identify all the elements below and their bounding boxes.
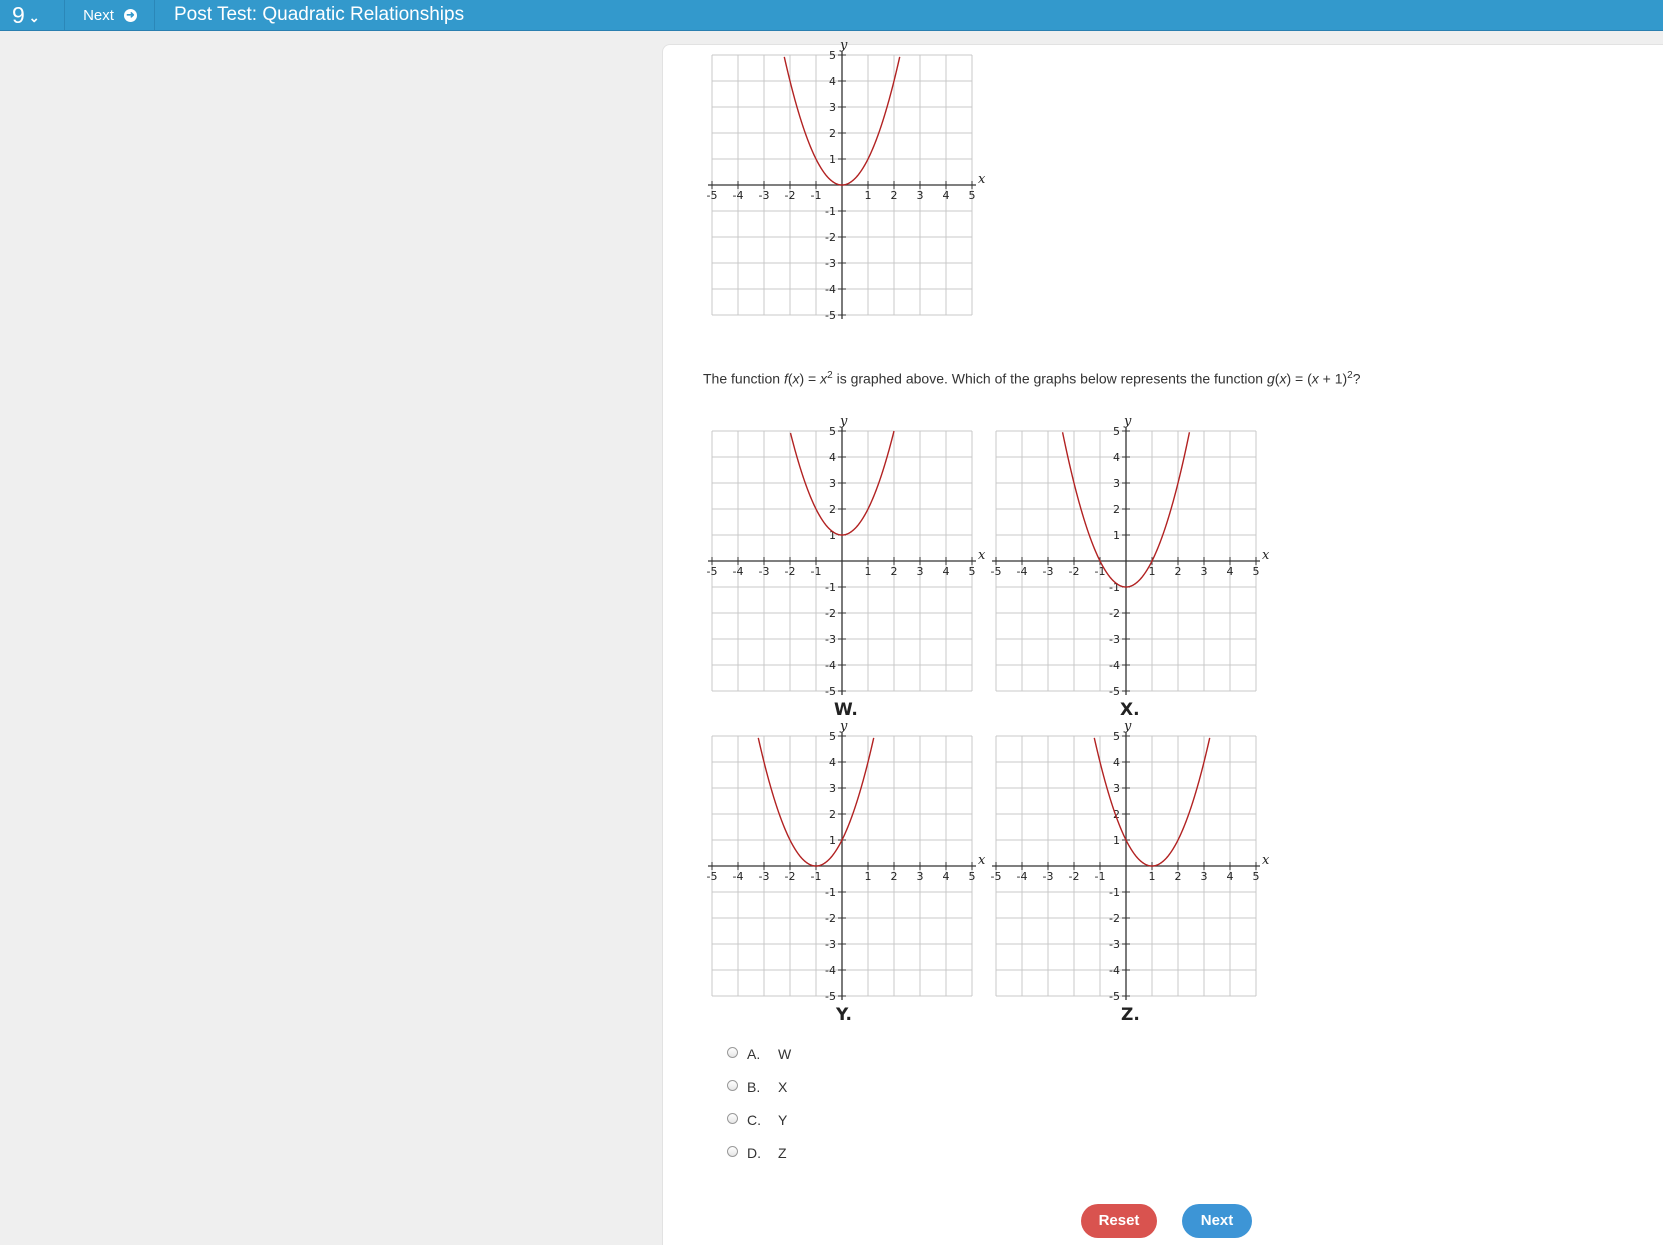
q-grhs: = ( bbox=[1291, 370, 1312, 387]
option-a[interactable] bbox=[727, 1046, 791, 1062]
y-tick-label: -4 bbox=[825, 659, 836, 672]
coordinate-plane bbox=[981, 721, 1271, 1011]
y-tick-label: -5 bbox=[825, 309, 836, 322]
y-tick-label: -1 bbox=[825, 205, 836, 218]
y-tick-label: -3 bbox=[825, 938, 836, 951]
x-tick-label: 3 bbox=[916, 565, 924, 578]
x-tick-label: 3 bbox=[1200, 870, 1208, 883]
x-tick-label: -5 bbox=[706, 870, 718, 883]
x-tick-label: 4 bbox=[942, 870, 950, 883]
x-tick-label: -5 bbox=[990, 870, 1002, 883]
q-exp: 2 bbox=[827, 370, 833, 381]
x-tick-label: 1 bbox=[1148, 870, 1156, 883]
y-tick-label: 1 bbox=[829, 834, 836, 847]
y-tick-label: -2 bbox=[1109, 912, 1120, 925]
x-tick-label: -4 bbox=[732, 189, 744, 202]
q-eq: = bbox=[804, 370, 821, 387]
q-pc: ) bbox=[799, 370, 805, 387]
option-c[interactable] bbox=[727, 1112, 787, 1128]
coordinate-plane bbox=[697, 721, 987, 1011]
q-x: x bbox=[792, 370, 800, 387]
y-tick-label: 4 bbox=[1113, 451, 1120, 464]
option-letter: D. bbox=[747, 1145, 761, 1161]
x-tick-label: 3 bbox=[1200, 565, 1208, 578]
y-tick-label: 2 bbox=[829, 127, 836, 140]
y-tick-label: -3 bbox=[825, 257, 836, 270]
question-number: 9 bbox=[12, 1, 25, 28]
y-tick-label: -4 bbox=[825, 964, 836, 977]
x-tick-label: -3 bbox=[1042, 565, 1054, 578]
option-letter: A. bbox=[747, 1046, 761, 1062]
y-tick-label: 2 bbox=[1113, 503, 1120, 516]
option-text: Y bbox=[778, 1112, 788, 1128]
q-pc2: ) bbox=[1286, 370, 1292, 387]
y-tick-label: -2 bbox=[825, 912, 836, 925]
y-tick-label: -3 bbox=[1109, 633, 1120, 646]
sidebar bbox=[0, 31, 662, 1226]
y-tick-label: 4 bbox=[829, 451, 836, 464]
top-next-label: Next bbox=[83, 6, 114, 24]
option-text: X bbox=[778, 1079, 788, 1095]
x-axis-label: x bbox=[978, 172, 986, 187]
y-tick-label: -3 bbox=[1109, 938, 1120, 951]
y-tick-label: 5 bbox=[829, 425, 836, 438]
y-tick-label: -4 bbox=[825, 283, 836, 296]
y-tick-label: 1 bbox=[829, 153, 836, 166]
y-tick-label: 5 bbox=[829, 730, 836, 743]
y-tick-label: -2 bbox=[825, 231, 836, 244]
y-tick-label: 1 bbox=[829, 529, 836, 542]
option-letter: C. bbox=[747, 1112, 761, 1128]
x-tick-label: 5 bbox=[968, 870, 976, 883]
y-tick-label: 3 bbox=[829, 477, 836, 490]
page-title: Post Test: Quadratic Relationships bbox=[174, 4, 465, 25]
x-tick-label: 3 bbox=[916, 189, 924, 202]
x-tick-label: 5 bbox=[968, 565, 976, 578]
coordinate-plane bbox=[697, 416, 987, 706]
x-tick-label: 2 bbox=[1174, 870, 1182, 883]
x-tick-label: -2 bbox=[784, 189, 796, 202]
x-tick-label: -3 bbox=[758, 189, 770, 202]
option-d[interactable] bbox=[727, 1145, 787, 1161]
q-suffix: ? bbox=[1352, 370, 1361, 387]
option-text: Z bbox=[778, 1145, 787, 1161]
y-tick-label: -4 bbox=[1109, 659, 1120, 672]
y-tick-label: 5 bbox=[1113, 730, 1120, 743]
y-tick-label: 2 bbox=[829, 808, 836, 821]
top-bar bbox=[0, 0, 1663, 31]
q-po2: ( bbox=[1274, 370, 1280, 387]
graph-z bbox=[981, 721, 1271, 1011]
y-tick-label: 2 bbox=[1113, 808, 1120, 821]
arrow-right-icon: ➜ bbox=[124, 9, 137, 22]
graph-label-z: Z. bbox=[1121, 1005, 1140, 1025]
y-tick-label: 3 bbox=[1113, 782, 1120, 795]
chevron-down-icon: ⌄ bbox=[28, 10, 40, 25]
x-tick-label: 2 bbox=[890, 565, 898, 578]
x-axis-label: x bbox=[978, 853, 986, 868]
graph-x bbox=[981, 416, 1271, 706]
x-tick-label: 2 bbox=[890, 189, 898, 202]
y-tick-label: 1 bbox=[1113, 529, 1120, 542]
y-tick-label: -5 bbox=[1109, 990, 1120, 1003]
y-tick-label: 3 bbox=[1113, 477, 1120, 490]
q-f: f bbox=[783, 370, 788, 387]
x-tick-label: -4 bbox=[732, 870, 744, 883]
x-tick-label: -4 bbox=[1016, 565, 1028, 578]
x-tick-label: -2 bbox=[1068, 565, 1080, 578]
x-tick-label: -1 bbox=[1094, 565, 1106, 578]
y-tick-label: -5 bbox=[825, 685, 836, 698]
q-prefix: The function bbox=[703, 370, 784, 387]
y-tick-label: -1 bbox=[825, 886, 836, 899]
x-tick-label: 4 bbox=[1226, 870, 1234, 883]
y-tick-label: -1 bbox=[1109, 581, 1120, 594]
x-tick-label: -3 bbox=[1042, 870, 1054, 883]
y-tick-label: -3 bbox=[825, 633, 836, 646]
y-tick-label: -2 bbox=[1109, 607, 1120, 620]
x-tick-label: -5 bbox=[990, 565, 1002, 578]
divider bbox=[154, 0, 155, 30]
y-axis-label: y bbox=[840, 721, 848, 734]
q-exp2: 2 bbox=[1347, 370, 1353, 381]
option-text: W bbox=[778, 1046, 792, 1062]
x-axis-label: x bbox=[1262, 853, 1270, 868]
x-tick-label: 3 bbox=[916, 870, 924, 883]
x-tick-label: 1 bbox=[1148, 565, 1156, 578]
x-tick-label: -4 bbox=[1016, 870, 1028, 883]
graph-label-x: X. bbox=[1120, 700, 1140, 720]
option-letter: B. bbox=[747, 1079, 761, 1095]
q-plus: + 1) bbox=[1318, 370, 1348, 387]
y-tick-label: -5 bbox=[1109, 685, 1120, 698]
y-axis-label: y bbox=[1124, 721, 1132, 734]
radio-d[interactable] bbox=[727, 1146, 738, 1157]
x-axis-label: x bbox=[1262, 548, 1270, 563]
x-tick-label: -5 bbox=[706, 565, 718, 578]
graph-label-y: Y. bbox=[836, 1005, 852, 1025]
graph-f bbox=[697, 40, 987, 330]
x-tick-label: -1 bbox=[810, 189, 822, 202]
x-tick-label: 2 bbox=[890, 870, 898, 883]
divider bbox=[64, 0, 65, 30]
x-tick-label: 4 bbox=[942, 189, 950, 202]
top-next-button[interactable] bbox=[66, 0, 154, 30]
graph-label-w: W. bbox=[834, 700, 858, 720]
graph-y bbox=[697, 721, 987, 1011]
y-axis-label: y bbox=[1124, 416, 1132, 429]
y-tick-label: -5 bbox=[825, 990, 836, 1003]
q-x3: x bbox=[1311, 370, 1319, 387]
x-tick-label: 5 bbox=[968, 189, 976, 202]
y-tick-label: -1 bbox=[825, 581, 836, 594]
x-tick-label: -1 bbox=[810, 870, 822, 883]
x-tick-label: 1 bbox=[864, 870, 872, 883]
q-xb: x bbox=[820, 370, 828, 387]
x-tick-label: -3 bbox=[758, 565, 770, 578]
x-tick-label: 4 bbox=[942, 565, 950, 578]
coordinate-plane bbox=[981, 416, 1271, 706]
q-x2: x bbox=[1279, 370, 1287, 387]
y-tick-label: 2 bbox=[829, 503, 836, 516]
y-tick-label: 5 bbox=[829, 49, 836, 62]
x-axis-label: x bbox=[978, 548, 986, 563]
coordinate-plane bbox=[697, 40, 987, 330]
question-text bbox=[703, 370, 1361, 387]
question-number-dropdown[interactable] bbox=[0, 0, 64, 30]
q-mid: is graphed above. Which of the graphs below represents the function bbox=[832, 370, 1267, 387]
x-tick-label: 5 bbox=[1252, 565, 1260, 578]
y-tick-label: -4 bbox=[1109, 964, 1120, 977]
reset-button[interactable]: Reset bbox=[1081, 1204, 1157, 1238]
x-tick-label: -1 bbox=[810, 565, 822, 578]
y-tick-label: -2 bbox=[825, 607, 836, 620]
x-tick-label: -2 bbox=[784, 870, 796, 883]
y-tick-label: 4 bbox=[1113, 756, 1120, 769]
radio-b[interactable] bbox=[727, 1080, 738, 1091]
x-tick-label: -3 bbox=[758, 870, 770, 883]
y-axis-label: y bbox=[840, 416, 848, 429]
x-tick-label: -1 bbox=[1094, 870, 1106, 883]
y-tick-label: 3 bbox=[829, 101, 836, 114]
y-axis-label: y bbox=[840, 40, 848, 53]
x-tick-label: 2 bbox=[1174, 565, 1182, 578]
option-b[interactable] bbox=[727, 1079, 787, 1095]
y-tick-label: -1 bbox=[1109, 886, 1120, 899]
y-tick-label: 3 bbox=[829, 782, 836, 795]
q-g: g bbox=[1266, 370, 1275, 387]
x-tick-label: -5 bbox=[706, 189, 718, 202]
next-button[interactable]: Next bbox=[1182, 1204, 1252, 1238]
x-tick-label: 5 bbox=[1252, 870, 1260, 883]
radio-a[interactable] bbox=[727, 1047, 738, 1058]
y-tick-label: 4 bbox=[829, 75, 836, 88]
graph-w bbox=[697, 416, 987, 706]
x-tick-label: -2 bbox=[784, 565, 796, 578]
x-tick-label: 1 bbox=[864, 565, 872, 578]
y-tick-label: 5 bbox=[1113, 425, 1120, 438]
y-tick-label: 4 bbox=[829, 756, 836, 769]
x-tick-label: -2 bbox=[1068, 870, 1080, 883]
q-po: ( bbox=[787, 370, 793, 387]
radio-c[interactable] bbox=[727, 1113, 738, 1124]
x-tick-label: -4 bbox=[732, 565, 744, 578]
x-tick-label: 4 bbox=[1226, 565, 1234, 578]
x-tick-label: 1 bbox=[864, 189, 872, 202]
y-tick-label: 1 bbox=[1113, 834, 1120, 847]
